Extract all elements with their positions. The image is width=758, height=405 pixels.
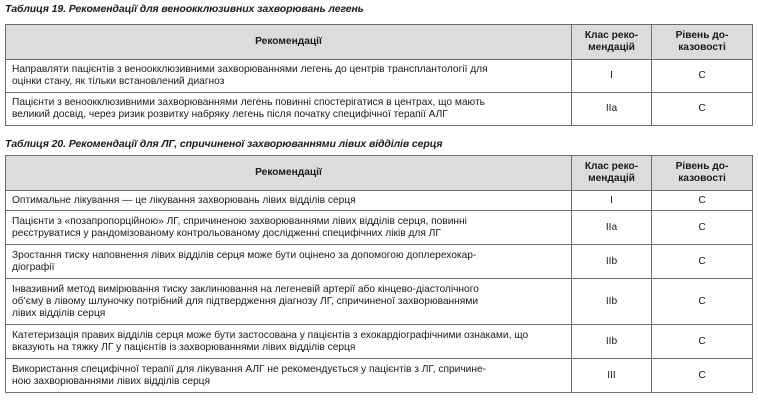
level-cell: C xyxy=(652,359,753,393)
recommendation-cell: Оптимальне лікування — це лікування захворювань лівих відділів серця xyxy=(6,191,572,211)
recommendation-cell: Пацієнти з «позапропорційною» ЛГ, спричиненою захворюваннями лівих відділів серця, повинні реєструватися у рандомізованому контрольованому дослідженні специфічних ліків для ЛГ xyxy=(6,211,572,245)
table-row xyxy=(6,93,753,126)
class-cell: IIb xyxy=(572,279,652,325)
recommendation-cell: Використання специфічної терапії для лікування АЛГ не рекомендується у пацієнтів з ЛГ, спричине- ною захворюваннями лівих відділів серця xyxy=(6,359,572,393)
level-cell: C xyxy=(652,211,753,245)
level-cell: C xyxy=(652,279,753,325)
level-cell: C xyxy=(652,325,753,359)
recommendation-cell: Інвазивний метод вимірювання тиску заклинювання на легеневій артерії або кінцево-діастолічного об’єму в лівому шлуночку потрібний для підтвердження діагнозу ЛГ, спричиненої захворюваннями лівих відділів серця xyxy=(6,279,572,325)
table20-header-rec: Рекомендації xyxy=(6,156,572,191)
table-row xyxy=(6,325,753,359)
table20-header-cls: Клас реко- мендацій xyxy=(572,156,652,191)
level-cell: C xyxy=(652,245,753,279)
table-row xyxy=(6,211,753,245)
level-cell: C xyxy=(652,60,753,93)
class-cell: I xyxy=(572,191,652,211)
class-cell: IIb xyxy=(572,245,652,279)
recommendation-cell: Зростання тиску наповнення лівих відділів серця може бути оцінено за допомогою доплерехокар- діографії xyxy=(6,245,572,279)
table20-header-lvl: Рівень до- казовості xyxy=(652,156,753,191)
recommendation-cell: Пацієнти з веноокклюзивними захворюваннями легень повинні спостерігатися в центрах, що мають великий досвід, через ризик розвитку набряку легень після початку специфічної терапії АЛГ xyxy=(6,93,572,126)
table19-header-row xyxy=(6,25,753,60)
table20-header-row xyxy=(6,156,753,191)
table20 xyxy=(5,155,753,393)
class-cell: I xyxy=(572,60,652,93)
class-cell: IIa xyxy=(572,211,652,245)
class-cell: IIa xyxy=(572,93,652,126)
class-cell: IIb xyxy=(572,325,652,359)
table-row xyxy=(6,245,753,279)
table19-header-lvl: Рівень до- казовості xyxy=(652,25,753,60)
table-row xyxy=(6,359,753,393)
recommendation-cell: Направляти пацієнтів з веноокклюзивними захворюваннями легень до центрів трансплантології для оцінки стану, як тільки встановлений диагноз xyxy=(6,60,572,93)
table19 xyxy=(5,24,753,126)
level-cell: C xyxy=(652,191,753,211)
table-row xyxy=(6,279,753,325)
table-row xyxy=(6,191,753,211)
table19-header-cls: Клас реко- мендацій xyxy=(572,25,652,60)
table19-header-rec: Рекомендації xyxy=(6,25,572,60)
recommendation-cell: Катетеризація правих відділів серця може бути застосована у пацієнтів з ехокардіографічними ознаками, що вказують на тяжку ЛГ у пацієнтів із захворюваннями лівих відділів серця xyxy=(6,325,572,359)
table20-caption: Таблиця 20. Рекомендації для ЛГ, спричиненої захворюваннями лівих відділів серця xyxy=(5,138,443,150)
level-cell: C xyxy=(652,93,753,126)
table19-caption: Таблиця 19. Рекомендації для веноокклюзивних захворювань легень xyxy=(5,3,364,15)
class-cell: III xyxy=(572,359,652,393)
table-row xyxy=(6,60,753,93)
